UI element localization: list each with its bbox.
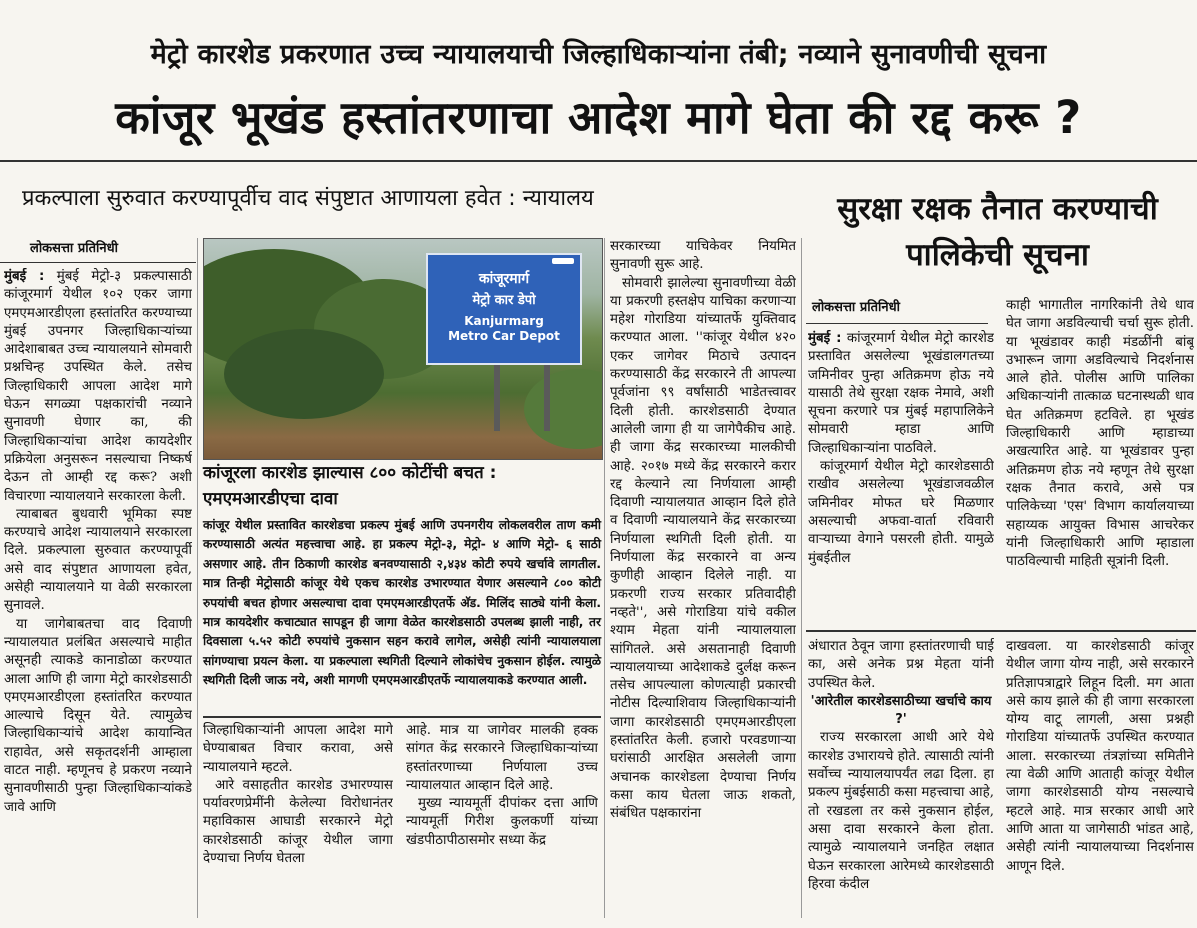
box-bottom-rule xyxy=(203,716,601,718)
main-byline: लोकसत्ता प्रतिनिधी xyxy=(30,241,118,256)
paragraph: कांजूरमार्ग येथील मेट्रो कारशेडसाठी राखीव असलेल्या भूखंडाजवळील जमिनीवर मोफत घरे मिळणार असल्याची अफवा-वार्ता रविवारी वाऱ्याच्या वेगाने पसरली होती. यामुळे मुंबईतील xyxy=(808,459,994,566)
box-headline: कांजूरला कारशेड झाल्यास ८०० कोटींची बचत : एमएमआरडीएचा दावा xyxy=(203,463,497,509)
paragraph: कांजूरमार्ग येथील मेट्रो कारशेड प्रस्तावित असलेल्या भूखंडालगतच्या जमिनीवर पुन्हा अतिक्रमण होऊ नये यासाठी तेथे सुरक्षा रक्षक नेमावे, अशी सूचना करणारे पत्र मुंबई महापालिकेने सोमवारी म्हाडा आणि जिल्हाधिकाऱ्यांना पाठविले. xyxy=(808,331,994,456)
byline-rule xyxy=(0,262,196,263)
paragraph: जिल्हाधिकाऱ्यांनी आपला आदेश मागे घेण्याबाबत विचार करावा, असे न्यायालयाने म्हटले. xyxy=(203,723,393,775)
sign-text: कांजूरमार्ग xyxy=(478,271,530,287)
main-column-2-bottom xyxy=(203,722,393,918)
side-story-bottom-rule xyxy=(806,630,1196,632)
main-column-3-bottom xyxy=(406,722,598,918)
tree-shape xyxy=(524,369,603,449)
mmrda-logo-icon xyxy=(552,258,574,264)
paragraph: अंधारात ठेवून जागा हस्तांतरणाची घाई का, असे अनेक प्रश्न मेहता यांनी उपस्थित केले. xyxy=(808,639,994,691)
sign-pole xyxy=(544,361,550,431)
column-divider xyxy=(604,238,605,918)
column-divider xyxy=(801,238,802,918)
tree-shape xyxy=(224,329,384,419)
main-subheadline: प्रकल्पाला सुरुवात करण्यापूर्वीच वाद संपुष्टात आणायला हवेत : न्यायालय xyxy=(22,186,594,211)
continuation-column-a xyxy=(808,638,994,918)
paragraph: मुंबई मेट्रो-३ प्रकल्पासाठी कांजूरमार्ग येथील १०२ एकर जागा एमएमआरडीएला हस्तांतरित करण्याच्या मुंबई उपनगर जिल्हाधिकाऱ्यांच्या आदेशाबाबत उच्च न्यायालयाने सोमवारी प्रश्नचिन्ह उपस्थित केले. तसेच जिल्हाधिकारी आपला आदेश मागे घेऊन सगळ्या पक्षकारांची नव्याने सुनावणी घेणार का, की जिल्हाधिकाऱ्यांचा आदेश कायदेशीर प्रक्रियेला अनुसरून नसल्याचा निष्कर्ष देऊन तो आम्ही रद्द करू? अशी विचारणा न्यायालयाने सरकारला केली. xyxy=(4,269,192,504)
paragraph: सरकारच्या याचिकेवर नियमित सुनावणी सुरू आहे. xyxy=(610,239,796,273)
sign-pole xyxy=(494,361,500,431)
metro-depot-sign xyxy=(426,253,582,365)
main-column-4 xyxy=(610,238,796,918)
side-byline: लोकसत्ता प्रतिनिधी xyxy=(812,300,900,315)
sign-text: मेट्रो कार डेपो xyxy=(472,293,536,308)
headline-divider xyxy=(0,160,1197,162)
side-headline: सुरक्षा रक्षक तैनात करण्याची पालिकेची सूचना xyxy=(837,191,1158,273)
main-column-1 xyxy=(4,268,192,918)
dateline: मुंबई : xyxy=(808,331,842,346)
paragraph: आहे. मात्र या जागेवर मालकी हक्क सांगत केंद्र सरकारने जिल्हाधिकाऱ्यांच्या हस्तांतरणाच्या निर्णयाला उच्च न्यायालयात आव्हान दिले आहे. xyxy=(406,723,598,793)
column-divider xyxy=(197,238,198,918)
continuation-column-b xyxy=(1006,638,1194,918)
side-column-b xyxy=(1006,297,1194,627)
paragraph: मुख्य न्यायमूर्ती दीपांकर दत्ता आणि न्यायमूर्ती गिरीश कुलकर्णी यांच्या खंडपीठापीठासमोर सध्या केंद्र xyxy=(406,796,598,848)
paragraph: दाखवला. या कारशेडसाठी कांजूर येथील जागा योग्य नाही, असे सरकारने प्रतिज्ञापत्राद्वारे लिहून दिली. मग आता असे काय झाले की ही जागा सरकारला योग्य वाटू लागली, असा प्रश्नही गोराडिया यांच्यातर्फे उपस्थित करण्यात आला. सरकारच्या तंत्रज्ञांच्या समितीने त्या वेळी आणि आताही कांजूर येथील जागा कारशेडसाठी योग्य नसल्याचे म्हटले आहे. मात्र सरकार आधी आरे आणि आता या जागेसाठी भांडत आहे, असेही त्यांनी न्यायालयाच्या निदर्शनास आणून दिले. xyxy=(1006,639,1194,874)
sign-text: Kanjurmarg xyxy=(464,314,544,328)
dateline: मुंबई : xyxy=(4,269,45,284)
paragraph: त्याबाबत बुधवारी भूमिका स्पष्ट करण्याचे आदेश न्यायालयाने सरकारला दिले. प्रकल्पाला सुरुवात करण्यापूर्वी असे वाद संपुष्टात आणायला हवेत, असेही न्यायालयाने या वेळी सरकारला सुनावले. xyxy=(4,506,192,614)
sign-text: Metro Car Depot xyxy=(448,329,560,343)
kanjurmarg-depot-photo xyxy=(203,238,603,460)
paragraph: आरे वसाहतीत कारशेड उभारण्यास पर्यावरणप्रेमींनी केलेल्या विरोधानंतर महाविकास आघाडी सरकारने मेट्रो कारशेडसाठी कांजूर येथील जागा देण्याचा निर्णय घेतला xyxy=(203,777,393,867)
byline-rule xyxy=(806,323,988,324)
paragraph: सोमवारी झालेल्या सुनावणीच्या वेळी या प्रकरणी हस्तक्षेप याचिका करणाऱ्या महेश गोराडिया यांच्यातर्फे युक्तिवाद करण्यात आला. ''कांजूर येथील ४२० एकर जागेवर मिठाचे उत्पादन करण्यासाठी केंद्र सरकारने ती आपल्या पूर्वजांना ९९ वर्षांसाठी भाडेतत्त्वावर दिली होती. कारशेडसाठी देण्यात आलेली जागा ही या जागेपैकीच आहे. ही जागा केंद्र सरकारच्या मालकीची आहे. २०१७ मध्ये केंद्र सरकारने करार रद्द केल्याने त्या निर्णयाला आम्ही दिवाणी न्यायालयात आव्हान दिले होते व दिवाणी न्यायालयाने केंद्र सरकारच्या निर्णयाला स्थगिती दिली होती. या निर्णयाला केंद्र सरकारने वा अन्य कुणीही आव्हान दिलेले नाही. या प्रकरणी राज्य सरकार प्रतिवादीही नव्हते'', असे गोराडिया यांचे वकील श्याम मेहता यांनी न्यायालयाला सांगितले. असे असतानाही दिवाणी न्यायालयाच्या आदेशाकडे दुर्लक्ष करून तसेच आपल्याला कोणत्याही प्रकारची नोटीस दिल्याशिवाय जिल्हाधिकाऱ्यांनी जागा कारशेडसाठी एमएमआरडीएला हस्तांतरित केली. हजारो परवडणाऱ्या घरांसाठी आरक्षित असलेली जागा अचानक कारशेडला देण्याचा निर्णय कसा काय घेतला जाऊ शकतो, संबंधित पक्षकारांना xyxy=(610,275,796,822)
paragraph: राज्य सरकारला आधी आरे येथे कारशेड उभारायचे होते. त्यासाठी त्यांनी सर्वोच्च न्यायालयापर्यंत लढा दिला. हा प्रकल्प मुंबईसाठी कसा महत्त्वाचा आहे, तो रखडला तर कसे नुकसान होईल, असा दावा सरकारने केला होता. त्यामुळे न्यायालयाने जनहित लक्षात घेऊन सरकारला आरेमध्ये कारशेडसाठी हिरवा कंदील xyxy=(808,730,994,892)
box-body: कांजूर येथील प्रस्तावित कारशेडचा प्रकल्प मुंबई आणि उपनगरीय लोकलवरील ताण कमी करण्यासाठी अत्यंत महत्त्वाचा आहे. हा प्रकल्प मेट्रो-३, मेट्रो- ४ आणि मेट्रो- ६ साठी असणार आहे. तीन ठिकाणी कारशेड बनवण्यासाठी २,४३४ कोटी रुपये खर्चावे लागतील. मात्र तिन्ही मेट्रोसाठी कांजूर येथे एकच कारशेड उभारण्यात येणार असल्याने ८०० कोटी रुपयांची बचत होणार असल्याचा दावा एमएमआरडीएतर्फे अ‍ॅड. मिलिंद साठ्ये यांनी केला. मात्र कायदेशीर कचाट्यात सापडून ही जागा वेळेत कारशेडसाठी उपलब्ध झाली नाही, तर दिवसाला ५.५२ कोटी रुपयांचे नुकसान सहन करावे लागेल, असेही त्यांनी न्यायालयाला सांगण्याचा प्रयत्न केला. या प्रकल्पाला स्थगिती दिल्याने लोकांचेच नुकसान होईल. त्यामुळे स्थगिती दिली जाऊ नये, अशी मागणी एमएमआरडीएतर्फे न्यायालयाकडे करण्यात आली. xyxy=(203,518,601,688)
main-headline: कांजूर भूखंड हस्तांतरणाचा आदेश मागे घेता की रद्द करू ? xyxy=(115,91,1082,144)
kicker-headline: मेट्रो कारशेड प्रकरणात उच्च न्यायालयाची जिल्हाधिकाऱ्यांना तंबी; नव्याने सुनावणीची सूचना xyxy=(150,39,1047,70)
subheading: 'आरेतील कारशेडसाठीच्या खर्चाचे काय ?' xyxy=(810,693,992,728)
paragraph: या जागेबाबतचा वाद दिवाणी न्यायालयात प्रलंबित असल्याचे माहीत असूनही त्याकडे कानाडोळा करण्यात आला आणि ही जागा मेट्रो कारशेडसाठी एमएमआरडीएला हस्तांतरित करण्यात आल्याचे दिसून येते. त्यामुळेच जिल्हाधिकाऱ्यांचे आदेश कायान्वित राहावेत, असे सकृतदर्शनी आम्हाला वाटत नाही. म्हणूनच हे प्रकरण नव्याने सुनावणीसाठी पुन्हा जिल्हाधिकाऱ्यांकडे जावे आणि xyxy=(4,616,192,815)
side-column-a xyxy=(808,330,994,600)
paragraph: काही भागातील नागरिकांनी तेथे धाव घेत जागा अडविल्याची चर्चा सुरू होती. या भूखंडावर काही मंडळींनी बांबू उभारून जागा अडविल्याचे निदर्शनास आले होते. पोलीस आणि पालिका अधिकाऱ्यांनी तात्काळ घटनास्थळी धाव घेत अतिक्रमण हटविले. हा भूखंड जिल्हाधिकारी आणि म्हाडाच्या अखत्यारित आहे. या भूखंडावर पुन्हा अतिक्रमण होऊ नये म्हणून तेथे सुरक्षा रक्षक तैनात करावे, असे पत्र पालिकेच्या 'एस' विभाग कार्यालयाच्या सहाय्यक आयुक्त विभास आचरेकर यांनी जिल्हाधिकारी आणि म्हाडाला पाठविल्याची माहिती सूत्रांनी दिली. xyxy=(1006,298,1194,570)
